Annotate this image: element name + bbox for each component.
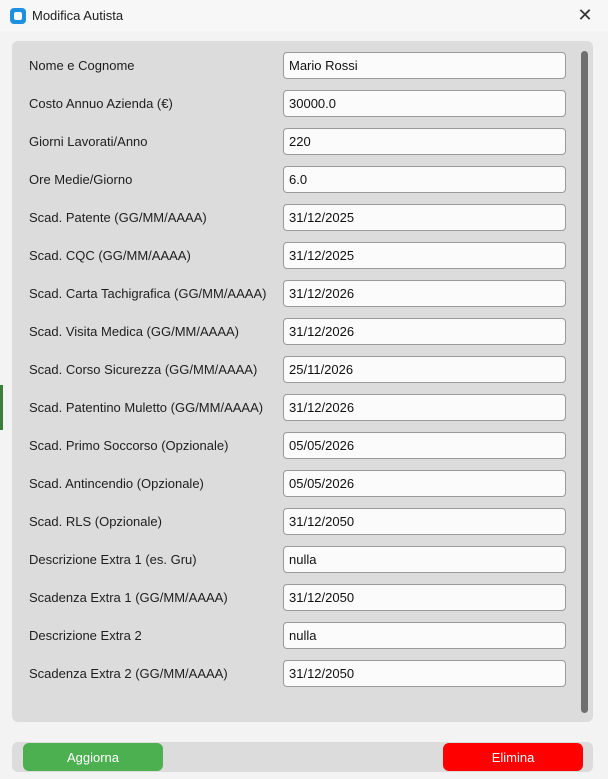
form-row [12, 52, 572, 80]
field-input[interactable] [283, 166, 566, 193]
field-input[interactable] [283, 318, 566, 345]
field-label: Descrizione Extra 2 [29, 628, 142, 643]
field-input[interactable] [283, 508, 566, 535]
field-label: Scad. Corso Sicurezza (GG/MM/AAAA) [29, 362, 258, 377]
field-input[interactable] [283, 660, 566, 687]
field-label: Scad. Primo Soccorso (Opzionale) [29, 438, 229, 453]
field-label: Scad. RLS (Opzionale) [29, 514, 162, 529]
form-row [12, 432, 572, 460]
field-label: Scad. Carta Tachigrafica (GG/MM/AAAA) [29, 286, 267, 301]
field-input[interactable] [283, 394, 566, 421]
field-input[interactable] [283, 128, 566, 155]
scrollbar[interactable] [580, 51, 589, 715]
form-row [12, 90, 572, 118]
delete-button[interactable]: Elimina [443, 743, 583, 771]
field-input[interactable] [283, 622, 566, 649]
field-label: Giorni Lavorati/Anno [29, 134, 148, 149]
form-row [12, 508, 572, 536]
field-input[interactable] [283, 470, 566, 497]
form-row [12, 242, 572, 270]
form-row [12, 546, 572, 574]
field-label: Nome e Cognome [29, 58, 135, 73]
field-label: Scad. CQC (GG/MM/AAAA) [29, 248, 191, 263]
field-input[interactable] [283, 432, 566, 459]
form-row [12, 470, 572, 498]
form-row [12, 356, 572, 384]
form-row [12, 584, 572, 612]
action-bar [12, 742, 593, 772]
form-panel [12, 41, 593, 722]
form-row [12, 280, 572, 308]
field-label: Scadenza Extra 1 (GG/MM/AAAA) [29, 590, 228, 605]
scrollbar-thumb[interactable] [581, 51, 588, 713]
field-input[interactable] [283, 90, 566, 117]
field-input[interactable] [283, 356, 566, 383]
update-button[interactable]: Aggiorna [23, 743, 163, 771]
form-row [12, 128, 572, 156]
form-row [12, 204, 572, 232]
background-window-edge [0, 385, 3, 430]
form-row [12, 660, 572, 688]
field-input[interactable] [283, 242, 566, 269]
field-label: Scadenza Extra 2 (GG/MM/AAAA) [29, 666, 228, 681]
field-label: Costo Annuo Azienda (€) [29, 96, 173, 111]
field-label: Ore Medie/Giorno [29, 172, 133, 187]
field-input[interactable] [283, 204, 566, 231]
field-label: Scad. Patente (GG/MM/AAAA) [29, 210, 207, 225]
field-input[interactable] [283, 546, 566, 573]
form-row [12, 394, 572, 422]
field-label: Descrizione Extra 1 (es. Gru) [29, 552, 197, 567]
field-label: Scad. Visita Medica (GG/MM/AAAA) [29, 324, 239, 339]
window-title: Modifica Autista [32, 8, 124, 23]
field-input[interactable] [283, 52, 566, 79]
close-icon: ✕ [577, 5, 593, 25]
field-label: Scad. Antincendio (Opzionale) [29, 476, 204, 491]
title-bar [0, 0, 608, 31]
form-row [12, 622, 572, 650]
field-input[interactable] [283, 280, 566, 307]
app-icon [10, 8, 26, 24]
close-button[interactable] [562, 0, 608, 31]
field-input[interactable] [283, 584, 566, 611]
field-label: Scad. Patentino Muletto (GG/MM/AAAA) [29, 400, 264, 415]
form-row [12, 318, 572, 346]
form-row [12, 166, 572, 194]
